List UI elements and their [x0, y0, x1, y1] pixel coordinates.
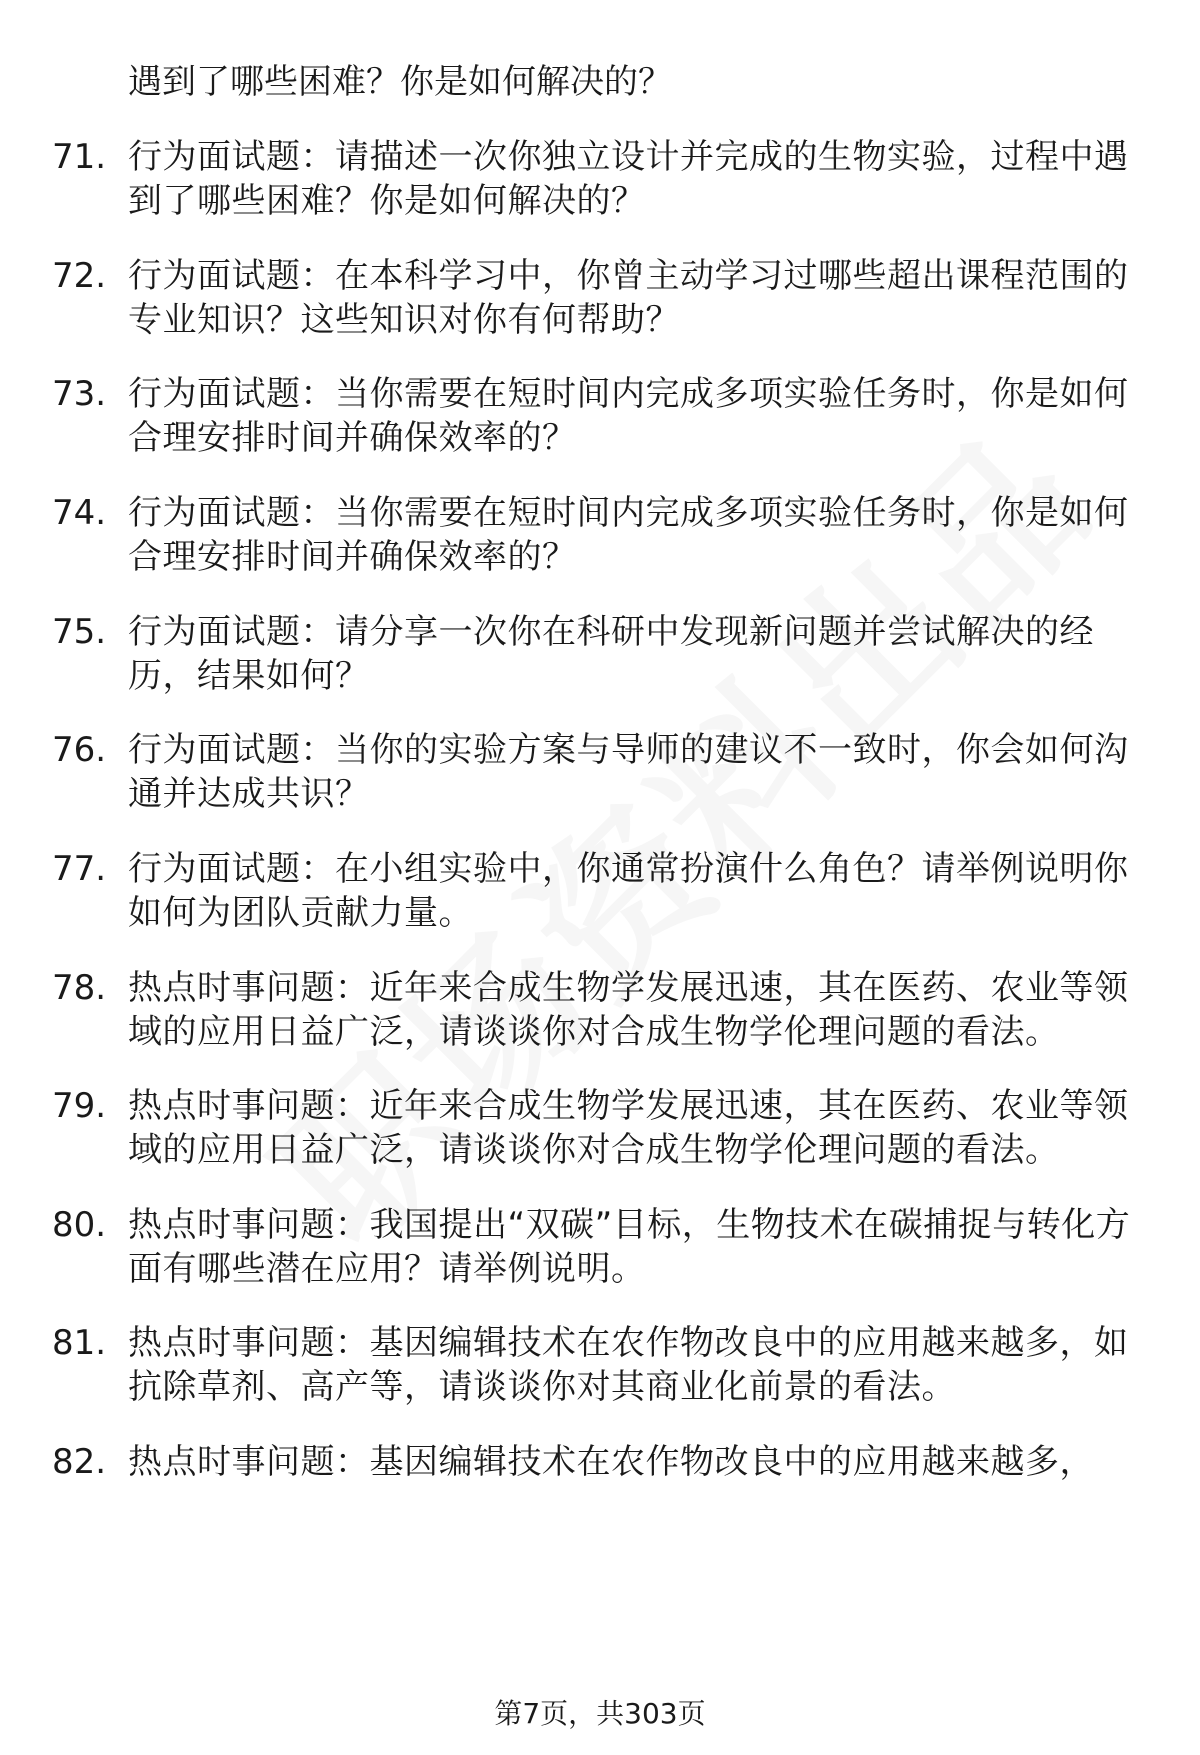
page-footer: 第7页，共303页 [494, 1697, 706, 1730]
item-text: 热点时事问题：基因编辑技术在农作物改良中的应用越来越多， [128, 1442, 1094, 1482]
item-text: 热点时事问题：近年来合成生物学发展迅速，其在医药、农业等领域的应用日益广泛，请谈谈你对合成生物学伦理问题的看法。 [128, 1086, 1129, 1170]
item-number: 82. [52, 1442, 107, 1482]
item-text: 行为面试题：当你的实验方案与导师的建议不一致时，你会如何沟通并达成共识？ [128, 730, 1129, 814]
item-number: 75. [52, 612, 107, 652]
item-number: 72. [52, 256, 107, 296]
item-number: 77. [52, 849, 107, 889]
continued-text: 遇到了哪些困难？你是如何解决的？ [128, 62, 672, 102]
item-text: 行为面试题：请分享一次你在科研中发现新问题并尝试解决的经历，结果如何？ [128, 612, 1094, 696]
item-text: 行为面试题：在小组实验中，你通常扮演什么角色？请举例说明你如何为团队贡献力量。 [128, 849, 1129, 933]
item-number: 80. [52, 1205, 107, 1245]
item-text: 行为面试题：请描述一次你独立设计并完成的生物实验，过程中遇到了哪些困难？你是如何解决的？ [128, 137, 1129, 221]
item-text: 行为面试题：在本科学习中，你曾主动学习过哪些超出课程范围的专业知识？这些知识对你有何帮助？ [128, 256, 1129, 340]
item-text: 行为面试题：当你需要在短时间内完成多项实验任务时，你是如何合理安排时间并确保效率的？ [128, 374, 1129, 458]
item-text: 热点时事问题：我国提出“双碳”目标，生物技术在碳捕捉与转化方面有哪些潜在应用？请举例说明。 [128, 1205, 1131, 1289]
item-number: 73. [52, 374, 107, 414]
item-number: 79. [52, 1086, 107, 1126]
item-number: 74. [52, 493, 107, 533]
item-text: 热点时事问题：近年来合成生物学发展迅速，其在医药、农业等领域的应用日益广泛，请谈谈你对合成生物学伦理问题的看法。 [128, 968, 1129, 1052]
item-number: 81. [52, 1323, 107, 1363]
item-number: 71. [52, 137, 107, 177]
item-number: 78. [52, 968, 107, 1008]
item-number: 76. [52, 730, 107, 770]
item-text: 热点时事问题：基因编辑技术在农作物改良中的应用越来越多，如抗除草剂、高产等，请谈谈你对其商业化前景的看法。 [128, 1323, 1129, 1407]
item-text: 行为面试题：当你需要在短时间内完成多项实验任务时，你是如何合理安排时间并确保效率的？ [128, 493, 1129, 577]
